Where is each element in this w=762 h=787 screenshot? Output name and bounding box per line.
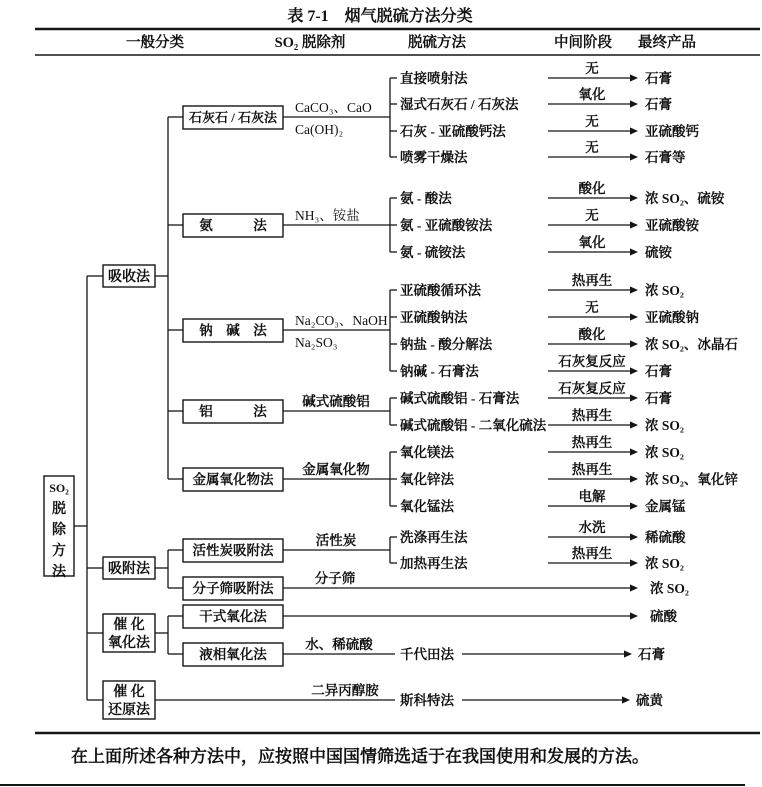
- method-label: 氧化锰法: [400, 499, 454, 514]
- reagent-label: CaCO₃、CaO: [295, 100, 372, 115]
- stage-label: 石灰复反应: [558, 381, 626, 396]
- product-label: 硫黄: [636, 693, 663, 708]
- column-header-so2-removal-agent: SO₂ 脱除剂: [274, 35, 346, 51]
- subgroup-label: 干式氧化法: [199, 609, 267, 624]
- product-label: 硫酸: [650, 609, 677, 624]
- reagent-label: 金属氧化物: [302, 462, 370, 477]
- method-label: 碱式硫酸铝 - 石膏法: [400, 391, 520, 406]
- table-title: 表 7-1 烟气脱硫方法分类: [287, 8, 473, 25]
- arrow-head-icon: [630, 448, 638, 455]
- footer-note: 在上面所述各种方法中，应按照中国国情筛选适于在我国使用和发展的方法。: [71, 747, 649, 766]
- product-label: 石膏: [645, 364, 672, 379]
- arrow-head-icon: [630, 286, 638, 293]
- category-label: 还原法: [108, 703, 150, 718]
- product-label: 浓 SO₂、硫铵: [645, 191, 725, 206]
- method-label: 亚硫酸循环法: [400, 283, 481, 298]
- subgroup-label: 液相氧化法: [199, 647, 267, 662]
- stage-label: 无: [585, 300, 599, 315]
- subgroup-label: 钠 碱 法: [199, 323, 267, 338]
- subgroup-label: 金属氧化物法: [192, 472, 274, 487]
- stage-label: 石灰复反应: [558, 354, 626, 369]
- stage-label: 水洗: [578, 520, 606, 535]
- product-label: 亚硫酸钠: [645, 310, 699, 325]
- stage-label: 酸化: [578, 327, 606, 342]
- product-label: 浓 SO₂: [645, 556, 684, 571]
- stage-label: 电解: [578, 489, 606, 504]
- product-label: 浓 SO₂: [645, 445, 684, 460]
- column-header-final-product: 最终产品: [638, 35, 696, 51]
- method-label: 碱式硫酸铝 - 二氧化硫法: [400, 418, 547, 433]
- column-header-desulfurization-method: 脱硫方法: [408, 35, 466, 51]
- arrow-head-icon: [630, 502, 638, 509]
- arrow-head-icon: [630, 340, 638, 347]
- stage-label: 无: [585, 114, 599, 129]
- arrow-head-icon: [630, 194, 638, 201]
- reagent-label: 二异丙醇胺: [311, 683, 379, 698]
- product-label: 浓 SO₂: [650, 581, 689, 596]
- arrow-head-icon: [630, 367, 638, 374]
- reagent-label: 水、稀硫酸: [305, 637, 373, 652]
- arrow-head-icon: [622, 696, 630, 703]
- product-label: 稀硫酸: [645, 530, 686, 545]
- arrow-head-icon: [630, 248, 638, 255]
- root-box-label: 脱: [52, 502, 66, 517]
- category-label: 吸附法: [108, 562, 150, 577]
- product-label: 石膏等: [645, 150, 686, 165]
- stage-label: 热再生: [571, 462, 613, 477]
- stage-label: 无: [585, 140, 599, 155]
- stage-label: 氧化: [578, 235, 606, 250]
- reagent-label: Na₂CO₃、NaOH: [295, 313, 388, 328]
- arrow-head-icon: [630, 584, 638, 591]
- method-label: 喷雾干燥法: [400, 150, 468, 165]
- stage-label: 热再生: [571, 546, 613, 561]
- product-label: 亚硫酸钙: [645, 124, 699, 139]
- arrow-head-icon: [630, 221, 638, 228]
- column-header-intermediate-stage: 中间阶段: [554, 35, 612, 51]
- subgroup-label: 分子筛吸附法: [192, 581, 274, 596]
- stage-label: 热再生: [571, 273, 613, 288]
- stage-label: 无: [585, 208, 599, 223]
- column-header-general-class: 一般分类: [126, 35, 184, 51]
- root-box-label: 方: [52, 544, 66, 559]
- method-label: 氧化锌法: [400, 472, 454, 487]
- arrow-head-icon: [630, 421, 638, 428]
- reagent-label: 碱式硫酸铝: [302, 394, 370, 409]
- method-label: 加热再生法: [400, 556, 468, 571]
- reagent-label: 分子筛: [314, 571, 356, 586]
- subgroup-label: 铝 法: [199, 404, 267, 419]
- arrow-head-icon: [630, 100, 638, 107]
- product-label: 硫铵: [645, 245, 672, 260]
- method-label: 湿式石灰石 / 石灰法: [400, 97, 519, 112]
- arrow-head-icon: [630, 475, 638, 482]
- reagent-label: NH₃、铵盐: [295, 208, 360, 223]
- reagent-label: Ca(OH)₂: [295, 122, 344, 137]
- product-label: 石膏: [638, 647, 665, 662]
- category-label: 吸收法: [108, 270, 150, 285]
- arrow-head-icon: [630, 127, 638, 134]
- arrow-head-icon: [630, 533, 638, 540]
- method-label: 氨 - 硫铵法: [400, 245, 466, 260]
- method-label: 石灰 - 亚硫酸钙法: [400, 124, 506, 139]
- arrow-head-icon: [630, 74, 638, 81]
- product-label: 浓 SO₂: [645, 283, 684, 298]
- category-label: 催 化: [113, 618, 145, 633]
- subgroup-label: 活性炭吸附法: [192, 543, 274, 558]
- method-label: 钠碱 - 石膏法: [400, 364, 479, 379]
- subgroup-label: 石灰石 / 石灰法: [188, 110, 278, 125]
- method-label: 钠盐 - 酸分解法: [400, 337, 493, 352]
- method-label: 氨 - 酸法: [400, 191, 452, 206]
- method-label: 直接喷射法: [400, 71, 468, 86]
- arrow-head-icon: [630, 559, 638, 566]
- stage-label: 氧化: [578, 87, 606, 102]
- method-label: 千代田法: [400, 647, 454, 662]
- stage-label: 酸化: [578, 181, 606, 196]
- category-label: 氧化法: [108, 636, 150, 651]
- method-label: 亚硫酸钠法: [400, 310, 468, 325]
- subgroup-label: 氨 法: [199, 218, 267, 233]
- arrow-head-icon: [630, 313, 638, 320]
- product-label: 浓 SO₂: [645, 418, 684, 433]
- root-box-label: SO₂: [49, 481, 69, 495]
- product-label: 石膏: [645, 97, 672, 112]
- stage-label: 热再生: [571, 435, 613, 450]
- method-label: 氧化镁法: [400, 445, 454, 460]
- arrow-head-icon: [630, 612, 638, 619]
- method-label: 氨 - 亚硫酸铵法: [400, 218, 493, 233]
- arrow-head-icon: [624, 650, 632, 657]
- product-label: 石膏: [645, 71, 672, 86]
- method-label: 斯科特法: [400, 693, 454, 708]
- arrow-head-icon: [630, 153, 638, 160]
- stage-label: 热再生: [571, 408, 613, 423]
- product-label: 亚硫酸铵: [645, 218, 699, 233]
- product-label: 石膏: [645, 391, 672, 406]
- stage-label: 无: [585, 61, 599, 76]
- reagent-label: Na₂SO₃: [295, 335, 338, 350]
- category-label: 催 化: [113, 685, 145, 700]
- arrow-head-icon: [630, 394, 638, 401]
- product-label: 浓 SO₂、冰晶石: [645, 337, 738, 352]
- reagent-label: 活性炭: [315, 533, 357, 548]
- product-label: 浓 SO₂、氧化锌: [645, 472, 738, 487]
- method-label: 洗涤再生法: [400, 530, 468, 545]
- root-box-label: 法: [52, 565, 66, 580]
- product-label: 金属锰: [645, 499, 686, 514]
- root-box-label: 除: [52, 523, 66, 538]
